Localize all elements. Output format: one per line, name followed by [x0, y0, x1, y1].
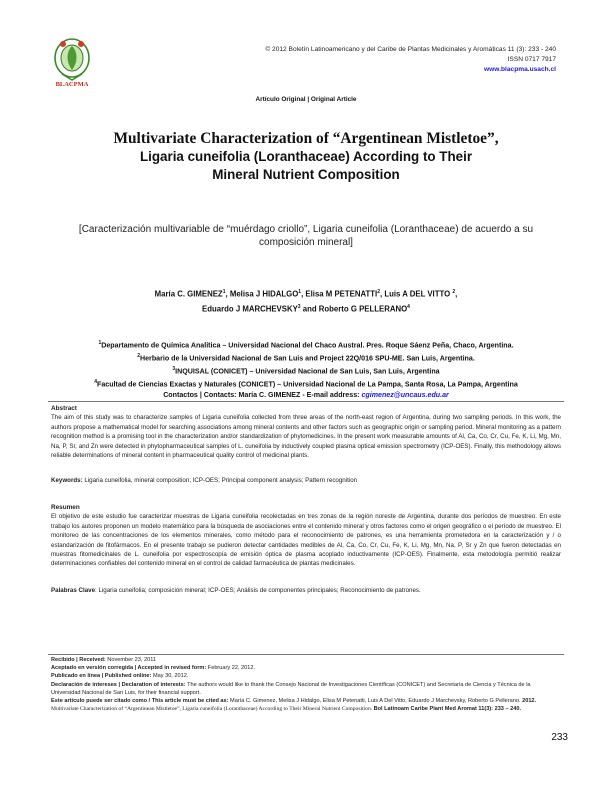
journal-issn: ISSN 0717 7917	[507, 56, 556, 63]
spanish-title: [Caracterización multivariable de “muérdago criollo”, Ligaria cuneifolia (Loranthaceae) de acuerdo a su composición mineral]	[78, 224, 534, 248]
journal-header	[265, 45, 556, 75]
palabras-text: : Ligaria cuneifolia; composición mineral; ICP-OES; Análisis de componentes principales; Reconocimiento de patrones.	[95, 587, 421, 594]
page-number: 233	[551, 732, 568, 743]
journal-citation: © 2012 Boletín Latinoamericano y del Caribe de Plantas Medicinales y Aromáticas 11 (3): 233 - 240	[265, 46, 556, 53]
title-line-3: Mineral Nutrient Composition	[212, 167, 400, 182]
affiliation: $^3$INQUISAL (CONICET) – Universidad Nacional de San Luis, San Luis, Argentina	[172, 365, 440, 376]
author-list: María C. GIMENEZ$^1$, Melisa J HIDALGO$^1$, Elisa M PETENATTI$^2$, Luis A DEL VITTO $^2$, Eduardo J MARCHEVSKY$^3$ and Roberto G PELLERANO$^4$	[154, 289, 458, 314]
affiliation: $^2$Herbario de la Universidad Nacional de San Luis and Project 22Q/016 SPU-ME. San Luis, Argentina.	[137, 352, 475, 363]
author: Roberto G PELLERANO	[318, 304, 408, 314]
article-footer	[51, 656, 561, 713]
published-date: Publicado en línea | Published online: May 30, 2012.	[51, 673, 189, 680]
author: Melisa J HIDALGO	[229, 289, 299, 299]
citation-note: Este artículo puede ser citado como / This article must be cited as: María C. Gimenez, Melisa J Hidalgo, Elisa M Petenatti, Luis A Del Vitto, Eduardo J Marchevsky, Roberto G Pellerano. 2012. Multivariate Characterization of “Argentinean Mistletoe”, Ligaria cuneifolia (Loranthaceae) According to Their Mineral Nutrient Composition. Bol Latinoam Caribe Plant Med Aromat 11(3): 233 – 240.	[51, 698, 537, 713]
abstract-heading: Abstract	[51, 405, 77, 412]
contact-line: Contactos | Contacts: María C. GIMENEZ - E-mail address: cgimenez@uncaus.edu.ar	[163, 390, 449, 399]
author: María C. GIMENEZ	[154, 289, 223, 299]
author: Eduardo J MARCHEVSKY	[202, 304, 298, 314]
divider	[48, 654, 564, 655]
palabras-clave-section	[51, 586, 561, 595]
resumen-heading: Resumen	[51, 504, 80, 511]
divider	[48, 401, 564, 402]
resumen-section	[51, 503, 561, 569]
received-date: Recibido | Received: November 23, 2011	[51, 657, 157, 663]
author: Elisa M PETENATTI	[305, 289, 378, 299]
paper-title	[60, 129, 552, 184]
article-type: Artículo Original | Original Article	[255, 96, 357, 103]
title-line-1: Multivariate Characterization of “Argentinean Mistletoe”,	[113, 130, 499, 147]
keywords-label: Keywords:	[51, 477, 85, 484]
abstract-section	[51, 404, 561, 460]
declaration-of-interests: Declaración de intereses | Declaration of interests: The authors would like to thank the Consejo Nacional de Investigaciones Científicas (CONICET) and Secretaría de Ciencia y Técnica de la Universidad Nacional de San Luis, for their financial support.	[51, 681, 531, 696]
accepted-date: Aceptado en versión corregida | Accepted in revised form: February 22, 2012.	[51, 665, 256, 672]
title-line-2: Ligaria cuneifolia (Loranthaceae) According to Their	[139, 149, 473, 164]
resumen-text: El objetivo de este estudio fue caracterizar muestras de Ligaria cuneifolia recolectadas en tres zonas de la región noreste de Argentina, durante dos períodos de muestreo. En este trabajo los autores proponen un modelo matemático para la búsqueda de asociaciones entre el contenido mineral y otros factores como el origen geográfico o el período de muestreo. El monitoreo de las concentraciones de los elementos minerales, como método para el reconocimiento de patrones, es una herramienta prometedora en la caracterización y / o estandarización de fitofármacos. En el presente trabajo se pudieron detectar cantidades medibles de Al, Ca, Co, Cr, Cu, Fe, K, Li, Mg, Mn, Na, P, Sr y Zn que fueron detectadas en muestras fitomedicinales de L. cuneifolia por espectroscopía de emisión óptica de plasma acoplado inductivamente (ICP-OES). Finalmente, esta metodología permitió realizar determinaciones confiables del contenido mineral en el control de calidad farmacéutica de plantas medicinales.	[51, 513, 561, 568]
keywords-section	[51, 476, 561, 485]
journal-url[interactable]: www.blacpma.usach.cl	[484, 66, 556, 73]
journal-logo	[48, 34, 96, 94]
contact-email[interactable]: cgimenez@uncaus.edu.ar	[361, 390, 449, 399]
palabras-label: Palabras Clave	[51, 587, 96, 594]
author: Luis A DEL VITTO	[384, 289, 451, 299]
affiliation-list	[40, 338, 572, 400]
logo-text: BLACPMA	[55, 81, 89, 88]
affiliation: $^1$Departamento de Química Analítica – Universidad Nacional del Chaco Austral. Pres. Roque Sáenz Peña, Chaco, Argentina.	[98, 340, 514, 350]
keywords-text: Ligaria cuneifolia, mineral composition; ICP-OES; Principal component analysis; Pattern recognition	[84, 477, 358, 484]
affiliation: $^4$Facultad de Ciencias Exactas y Naturales (CONICET) – Universidad Nacional de La Pampa, Santa Rosa, La Pampa, Argentina	[94, 378, 518, 389]
abstract-text: The aim of this study was to characterize samples of Ligaria cuneifolia collected from three areas of the north-east region of Argentina, during two sampling periods. In this work, the authors propose a mathematical model for searching associations among mineral contents and other factors such as geographic origin or sampling period. Mineral monitoring as a pattern recognition method is a promising tool in the characterization and/or standardization of phytomedicines. In the present work measurable amounts of Al, Ca, Co, Cr, Cu, Fe, K, Li, Mg, Mn, Na, P, Sr, and Zn were detected in phytopharmaceutical samples of L. cuneifolia by inductively coupled plasma optical emission spectrometry (ICP-OES). Finally, this methodology allows reliable determinations of mineral content in pharmaceutical quality control of medicinal plants.	[51, 414, 561, 460]
